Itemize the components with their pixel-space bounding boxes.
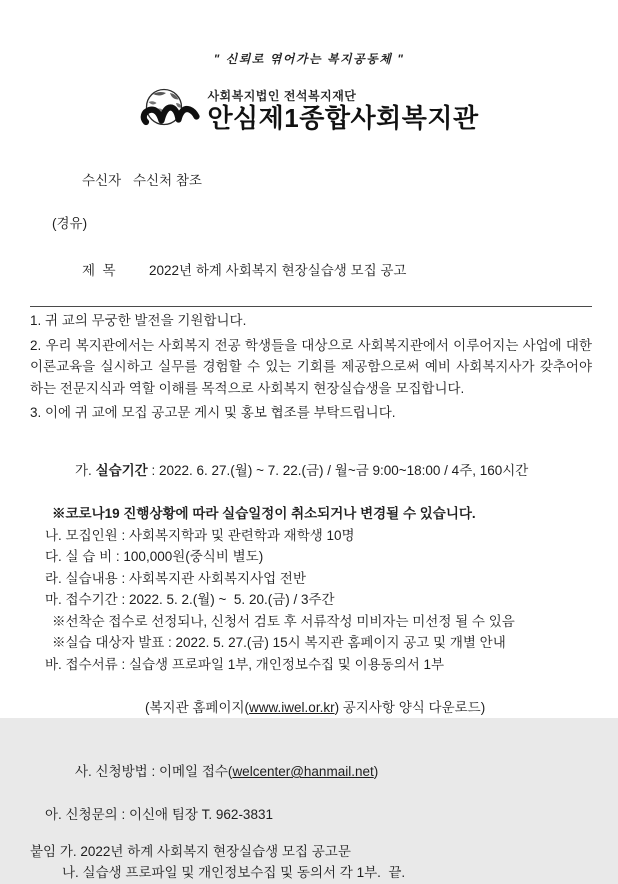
detail-fee: 다. 실 습 비 : 100,000원(중식비 별도) <box>45 549 264 565</box>
covid-note: ※코로나19 진행상황에 따라 실습일정이 취소되거나 변경될 수 있습니다. <box>52 506 476 522</box>
detail-ga-prefix: 가. <box>75 463 96 479</box>
detail-documents-download <box>115 675 592 740</box>
detail-apply-method <box>45 740 592 805</box>
recipient-row <box>52 149 592 214</box>
download-text-post: ) 공지사항 양식 다운로드) <box>334 699 486 715</box>
document-body <box>0 149 618 884</box>
detail-apply-period: 마. 접수기간 : 2022. 5. 2.(월) ~ 5. 20.(금) / 3주간 <box>45 592 335 608</box>
attachment-1: 붙임 가. 2022년 하계 사회복지 현장실습생 모집 공고문 <box>30 843 351 859</box>
paragraph-1: 1. 귀 교의 무궁한 발전을 기원합니다. <box>30 313 247 329</box>
subject-label: 제 목 <box>82 263 116 279</box>
download-text-pre: (복지관 홈페이지( <box>145 699 250 715</box>
apply-method-post: ) <box>373 764 379 780</box>
detail-practice-period <box>45 439 592 504</box>
detail-recruit-count: 나. 모집인원 : 사회복지학과 및 관련학과 재학생 10명 <box>45 527 355 543</box>
slogan-text: " 신뢰로 엮어가는 복지공동체 " <box>213 52 405 66</box>
foundation-name: 사회복지법인 전석복지재단 <box>207 89 357 103</box>
detail-contact: 아. 신청문의 : 이신애 팀장 T. 962-3831 <box>45 807 273 823</box>
detail-ga-value: : 2022. 6. 27.(월) ~ 7. 22.(금) / 월~금 9:00~18:00 / 4주, 160시간 <box>147 463 529 479</box>
detail-contents: 라. 실습내용 : 사회복지관 사회복지사업 전반 <box>45 570 306 586</box>
apply-method-pre: 사. 신청방법 : 이메일 접수( <box>75 764 233 780</box>
paragraph-2: 2. 우리 복지관에서는 사회복지 전공 학생들을 대상으로 사회복지관에서 이루어지는 사업에 대한 이론교육을 실시하고 실무를 경험할 수 있는 기회를 제공함으로써 예비 사회복지사가 갖추어야 하는 전문지식과 역할 이해를 목적으로 사회복지 현장실습생을 모집합니다. <box>30 337 592 396</box>
globe-m-logo-icon <box>139 87 201 132</box>
document-meta <box>30 149 592 304</box>
attachment-2: 나. 실습생 프로파일 및 개인정보수집 및 동의서 각 1부. 끝. <box>62 865 406 881</box>
email-link[interactable]: welcenter@hanmail.net <box>232 764 374 780</box>
subject-divider <box>30 306 592 307</box>
recipient-label: 수신자 <box>82 173 122 189</box>
center-name: 안심제1종합사회복지관 <box>207 103 479 133</box>
selection-note: ※선착순 접수로 선정되나, 신청서 검토 후 서류작성 미비자는 미선정 될 수 있음 <box>52 613 515 629</box>
announcement-note: ※실습 대상자 발표 : 2022. 5. 27.(금) 15시 복지관 홈페이지 공고 및 개별 안내 <box>52 635 506 651</box>
subject-row <box>52 239 592 304</box>
website-link[interactable]: www.iwel.or.kr <box>249 699 335 715</box>
detail-list <box>30 439 592 826</box>
paragraph-3: 3. 이에 귀 교에 모집 공고문 게시 및 홍보 협조를 부탁드립니다. <box>30 405 396 421</box>
attachment-list <box>30 841 592 884</box>
detail-ga-label: 실습기간 <box>95 463 148 479</box>
subject-value: 2022년 하계 사회복지 현장실습생 모집 공고 <box>149 263 407 279</box>
via-row: (경유) <box>52 216 88 232</box>
org-logo <box>0 87 618 133</box>
detail-documents: 바. 접수서류 : 실습생 프로파일 1부, 개인정보수집 및 이용동의서 1부 <box>45 656 445 672</box>
recipient-value: 수신처 참조 <box>133 173 202 189</box>
